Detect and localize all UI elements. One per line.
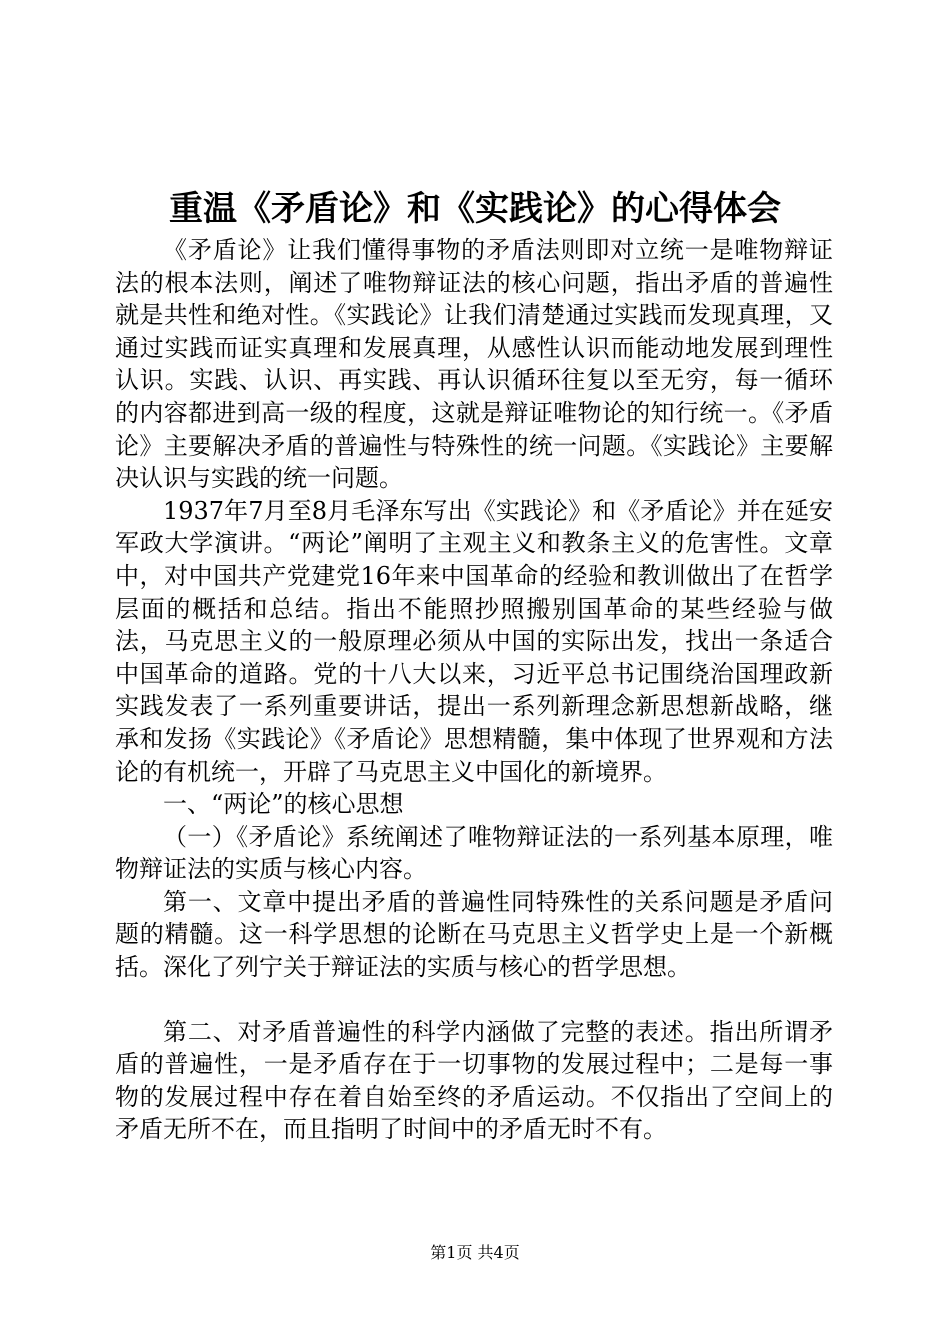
document-title: 重温《矛盾论》和《实践论》的心得体会 (169, 189, 781, 229)
section-heading: 一、“两论”的核心思想 (163, 790, 404, 819)
paragraph-3: 第一、文章中提出矛盾的普遍性同特殊性的关系问题是矛盾问题的精髓。这一科学思想的论断在马克思主义哲学史上是一个新概括。深化了列宁关于辩证法的实质与核心的哲学思想。 (115, 887, 833, 982)
page-footer: 第1页 共4页 (430, 1243, 520, 1262)
subsection-heading: （一）《矛盾论》系统阐述了唯物辩证法的一系列基本原理，唯物辩证法的实质与核心内容。 (115, 822, 833, 884)
paragraph-1: 《矛盾论》让我们懂得事物的矛盾法则即对立统一是唯物辩证法的根本法则，阐述了唯物辩证法的核心问题，指出矛盾的普遍性就是共性和绝对性。《实践论》让我们清楚通过实践而发现真理，又通过实践而证实真理和发展真理，从感性认识而能动地发展到理性认识。实践、认识、再实践、再认识循环往复以至无穷，每一循环的内容都进到高一级的程度，这就是辩证唯物论的知行统一。《矛盾论》主要解决矛盾的普遍性与特殊性的统一问题。《实践论》主要解决认识与实践的统一问题。 (115, 236, 833, 493)
paragraph-4: 第二、对矛盾普遍性的科学内涵做了完整的表述。指出所谓矛盾的普遍性，一是矛盾存在于一切事物的发展过程中；二是每一事物的发展过程中存在着自始至终的矛盾运动。不仅指出了空间上的矛盾无所不在，而且指明了时间中的矛盾无时不有。 (115, 1017, 833, 1144)
paragraph-2: 1937年7月至8月毛泽东写出《实践论》和《矛盾论》并在延安军政大学演讲。“两论”阐明了主观主义和教条主义的危害性。文章中，对中国共产党建党16年来中国革命的经验和教训做出了在哲学层面的概括和总结。指出不能照抄照搬别国革命的某些经验与做法，马克思主义的一般原理必须从中国的实际出发，找出一条适合中国革命的道路。党的十八大以来，习近平总书记围绕治国理政新实践发表了一系列重要讲话，提出一系列新理念新思想新战略，继承和发扬《实践论》《矛盾论》思想精髓，集中体现了世界观和方法论的有机统一，开辟了马克思主义中国化的新境界。 (115, 496, 833, 786)
document-body (115, 234, 833, 1146)
